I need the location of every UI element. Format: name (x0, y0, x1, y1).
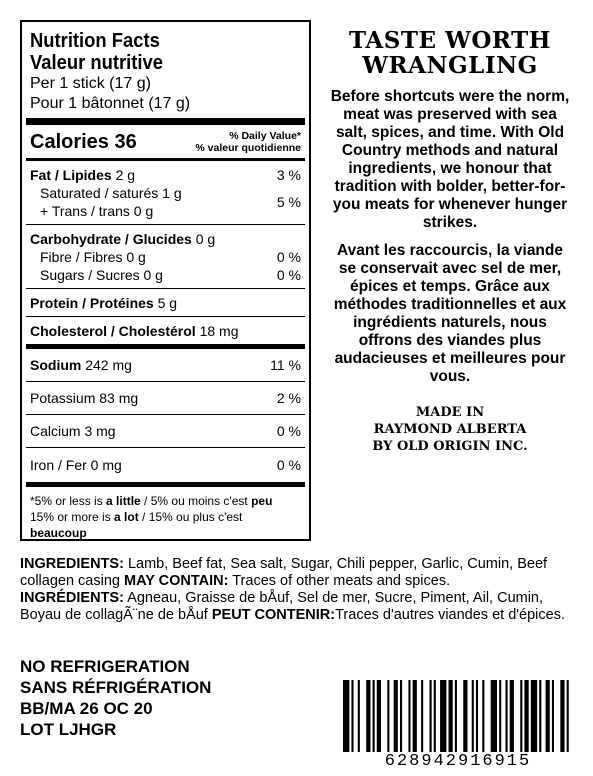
barcode-bar (455, 680, 457, 752)
iron-dv: 0 % (276, 457, 301, 473)
carb-label: Carbohydrate / Glucides (30, 231, 192, 247)
barcode-bar (413, 680, 417, 752)
iron-row (30, 456, 301, 474)
barcode-bar (366, 680, 370, 752)
ingredients-en (20, 556, 580, 590)
sugars-dv: 0 % (276, 267, 301, 283)
headline-line-2: WRANGLING (362, 52, 538, 79)
thick-divider (26, 118, 305, 125)
potassium-dv: 2 % (276, 390, 301, 406)
sodium-dv: 11 % (270, 357, 301, 373)
ingredients-en-text: Lamb, Beef fat, Sea salt, Sugar, Chili pepper, Garlic, Cumin, Beef collagen casing (20, 556, 548, 589)
calcium-row (30, 422, 301, 440)
barcode-bar (373, 680, 375, 752)
protein-label: Protein / Protéines (30, 295, 154, 311)
carb-amount: 0 g (191, 231, 216, 247)
potassium-row (30, 389, 301, 407)
sat-trans-dv: 5 % (276, 194, 301, 210)
story-paragraph-fr: Avant les raccourcis, la viande se conservait avec sel de mer, épices et temps. Grâce aux méthodes traditionnelles et aux ingrédients naturels, nous offrons des viandes plus audacieuses et meilleures pour vous. (333, 242, 567, 385)
barcode-bar (560, 680, 564, 752)
headline-line-1: TASTE WORTH (349, 27, 551, 54)
barcode-bar (520, 680, 522, 752)
calcium: Calcium 3 mg (30, 423, 116, 439)
calories-row (26, 125, 305, 161)
barcode-bar (387, 680, 389, 752)
nutrition-title-fr: Valeur nutritive (30, 52, 163, 74)
barcode-bar (440, 680, 446, 752)
ingredients-fr-label: INGRÉDIENTS: (20, 590, 124, 606)
ingredients-en-label: INGREDIENTS: (20, 556, 124, 572)
made-line-3: BY OLD ORIGIN INC. (372, 439, 528, 454)
trans: + Trans / trans 0 g (40, 203, 154, 219)
sodium-label: Sodium (30, 357, 82, 373)
calories: Calories 36 (30, 131, 137, 153)
carb-section (26, 225, 305, 289)
barcode-bar (472, 680, 474, 752)
barcode-bar (482, 680, 484, 752)
barcode-bar (449, 680, 453, 752)
cholesterol-section (26, 317, 305, 349)
cholesterol-row (30, 322, 301, 340)
footnote-1d: peu (251, 494, 273, 508)
footnote-2a: 15% or more is (30, 510, 115, 524)
footnote-line-2 (30, 509, 301, 541)
fat-section (26, 161, 305, 225)
footnote-2c: / 15% ou plus c'est (138, 510, 243, 524)
ingredients-block (20, 556, 580, 624)
no-refrigeration: NO REFRIGERATION (20, 657, 190, 676)
best-before: BB/MA 26 OC 20 (20, 699, 153, 718)
iron-section (26, 448, 305, 487)
protein-amount: 5 g (153, 295, 178, 311)
potassium-section (26, 382, 305, 415)
barcode-bar (434, 680, 436, 752)
serving-size-fr: Pour 1 bâtonnet (17 g) (30, 95, 191, 112)
potassium: Potassium 83 mg (30, 390, 139, 406)
barcode-number: 628942916915 (384, 752, 532, 771)
iron: Iron / Fer 0 mg (30, 457, 122, 473)
may-contain-label: MAY CONTAIN: (124, 573, 229, 589)
barcode-bar (499, 680, 501, 752)
fibre: Fibre / Fibres 0 g (40, 249, 146, 265)
footnote-2d: beaucoup (30, 526, 87, 540)
barcode-bar (476, 680, 478, 752)
storage-info (20, 656, 211, 740)
sugars-row (30, 266, 301, 284)
ingredients-fr (20, 590, 580, 624)
carb-row (30, 230, 301, 248)
protein-section (26, 289, 305, 317)
footnote-line-1 (30, 493, 301, 509)
footnote-1a: *5% or less is (30, 494, 107, 508)
lot-number: LOT LJHGR (20, 720, 117, 739)
footnote-1b: a little (106, 494, 141, 508)
peut-contenir-label: PEUT CONTENIR: (211, 607, 336, 623)
fat-row (30, 166, 301, 184)
saturated: Saturated / saturés 1 g (40, 185, 182, 201)
barcode-bar (408, 680, 410, 752)
fibre-dv: 0 % (276, 249, 301, 265)
brand-story (330, 28, 570, 455)
protein-row (30, 294, 301, 312)
barcode-bar (358, 680, 360, 752)
sodium-amount: 242 mg (81, 357, 132, 373)
nutrition-facts-table (20, 20, 311, 541)
chol-amount: 18 mg (195, 323, 239, 339)
barcode-bar (567, 680, 569, 752)
sat-trans-row (30, 184, 301, 220)
barcode-bar (463, 680, 467, 752)
barcode-bar (394, 680, 398, 752)
may-contain-text: Traces of other meats and spices. (228, 573, 451, 589)
barcode-bar (400, 680, 402, 752)
barcode-bar (491, 680, 497, 752)
barcode-bars (343, 680, 573, 752)
sodium-section (26, 349, 305, 382)
dv-fr: % valeur quotidienne (195, 142, 301, 154)
nutrition-title-en: Nutrition Facts (30, 30, 160, 52)
peut-contenir-text: Traces d'autres viandes et d'épices. (335, 607, 565, 623)
sans-refrigeration: SANS RÉFRIGÉRATION (20, 678, 212, 697)
calcium-section (26, 415, 305, 448)
barcode-bar (430, 680, 432, 752)
chol-label: Cholesterol / Cholestérol (30, 323, 196, 339)
ingredients-fr-text: Agneau, Graisse de bÅuf, Sel de mer, Sucre, Piment, Ail, Cumin, Boyau de collagÃ¨ne de bÅuf (20, 590, 544, 623)
barcode-bar (524, 680, 528, 752)
sugars: Sugars / Sucres 0 g (40, 267, 163, 283)
sodium-row (30, 356, 301, 374)
barcode-bar (377, 680, 381, 752)
barcode-bar (539, 680, 541, 752)
footnote (30, 487, 301, 541)
serving-size-en: Per 1 stick (17 g) (30, 75, 151, 92)
fibre-row (30, 248, 301, 266)
footnote-2b: a lot (114, 510, 139, 524)
barcode-bar (552, 680, 554, 752)
dv-en: % Daily Value* (229, 130, 301, 142)
barcode-bar (510, 680, 514, 752)
made-in-block (330, 404, 570, 455)
fat-label: Fat / Lipides (30, 167, 112, 183)
fat-dv: 3 % (276, 167, 301, 183)
barcode-bar (546, 680, 550, 752)
barcode-bar (531, 680, 537, 752)
fat-amount: 2 g (111, 167, 136, 183)
story-paragraph-en: Before shortcuts were the norm, meat was preserved with sea salt, spices, and time. With Old Country methods and natural ingredients, we honour that tradition with bolder, better-for-you meats for whenever hunger strikes. (330, 88, 570, 231)
made-line-1: MADE IN (415, 405, 485, 420)
footnote-1c: / 5% ou moins c'est (140, 494, 252, 508)
made-line-2: RAYMOND ALBERTA (373, 422, 527, 437)
daily-value-header (195, 130, 301, 154)
calcium-dv: 0 % (276, 423, 301, 439)
barcode-bar (343, 680, 349, 752)
barcode-bar (505, 680, 507, 752)
barcode-bar (351, 680, 353, 752)
barcode-bar (421, 680, 423, 752)
